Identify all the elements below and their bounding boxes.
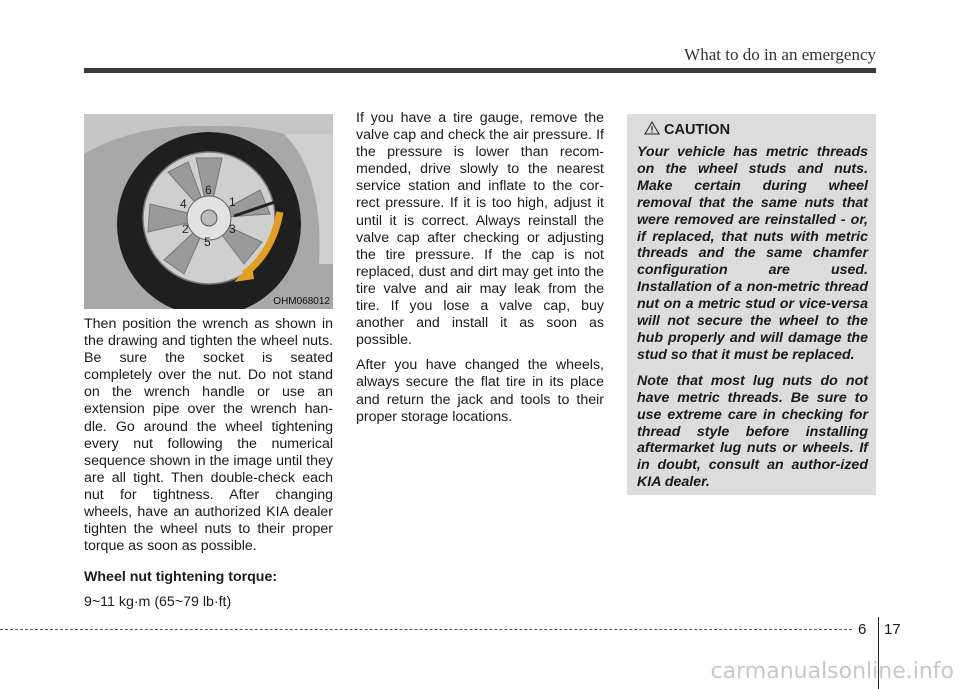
torque-value: 9~11 kg·m (65~79 lb·ft) [84,594,232,611]
warning-triangle-icon [644,121,660,139]
nut-number-1: 1 [229,195,236,209]
caution-metric-threads: Your vehicle has metric threads on the wheel studs and nuts. Make certain during wheel removal that the same nuts that were removed are reinstalled - or, if replaced, that nuts with metric threads and the same chamfer configuration are used. Installation of a non-metric thread nut on a metric stud or vice-versa will not secure the wheel to the hub properly and will damage the stud so that it must be replaced. [637,144,868,363]
tire-pressure-paragraph: If you have a tire gauge, remove the valve cap and check the air pressure. If the pressure is lower than recom-mended, drive slowly to the nearest service station and inflate to the cor-rect pressure. If it is too high, adjust it until it is correct. Always reinstall the valve cap after checking or adjusting the tire pressure. If the cap is not replaced, dust and dirt may get into the tire valve and air may leak from the tire. If you lose a valve cap, buy another and install it as soon as possible. [356,110,604,349]
text-column-left [84,316,333,620]
caution-body [637,144,868,500]
wheel-drawing [84,114,333,309]
tightening-paragraph: Then position the wrench as shown in the drawing and tighten the wheel nuts. Be sure the socket is seated completely over the nut. Do not stand on the wrench handle or use an extension pipe over the wrench han-dle. Go around the wheel tightening every nut following the numerical sequence shown in the image until they are all tight. Then double-check each nut for tightness. After changing wheels, have an authorized KIA dealer tighten the wheel nuts to their proper torque as soon as possible. [84,316,333,555]
watermark: carmanualsonline.info [710,659,954,684]
nut-number-4: 4 [180,197,187,211]
nut-number-2: 2 [182,222,189,236]
torque-heading: Wheel nut tightening torque: [84,569,278,586]
nut-number-6: 6 [205,183,212,197]
chapter-number: 6 [858,621,867,638]
header-rule [84,68,876,73]
nut-number-5: 5 [204,235,211,249]
storage-paragraph: After you have changed the wheels, always secure the flat tire in its place and return the jack and tools to their proper storage locations. [356,357,604,425]
caution-box [627,114,876,495]
nut-number-3: 3 [229,222,236,236]
figure-code: OHM068012 [273,296,330,307]
wheel-tightening-illustration [84,114,333,309]
caution-lug-nuts-note: Note that most lug nuts do not have metric threads. Be sure to use extreme care in checking for thread style before installing aftermarket lug nuts or wheels. If in doubt, consult an author-ized KIA dealer. [637,372,868,491]
caution-heading [644,121,730,139]
footer-rule [0,629,852,630]
page-number: 17 [884,621,901,638]
section-title: What to do in an emergency [684,45,876,64]
text-column-middle [356,110,604,434]
caution-title: CAUTION [664,122,731,138]
